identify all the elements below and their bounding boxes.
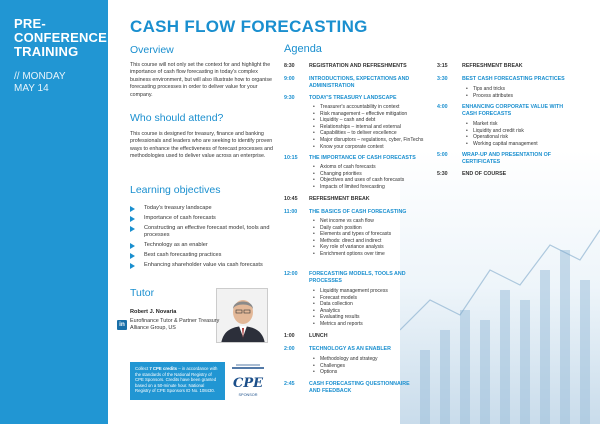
list-item: • Evaluating results	[312, 314, 427, 321]
cpe-credits-count: 7 CPE credits	[149, 366, 178, 371]
title-line: PRE-	[14, 16, 46, 31]
list-item: • Methods: direct and indirect	[312, 238, 427, 245]
list-item: Technology as an enabler	[130, 242, 270, 249]
arrow-bullet-icon	[130, 253, 135, 259]
agenda-heading: Agenda	[284, 43, 322, 55]
list-item: Constructing an effective forecast model, tools and processes	[130, 225, 270, 240]
list-item: • Relationships – internal and external	[312, 124, 427, 131]
list-item: • Net income vs cash flow	[312, 218, 427, 225]
arrow-bullet-icon	[130, 216, 135, 222]
date-day: MAY 14	[14, 83, 49, 94]
agenda-subitems	[312, 104, 427, 150]
list-item: • Key role of variance analysis	[312, 244, 427, 251]
list-item: • Analytics	[312, 308, 427, 315]
list-item: • Risk management – effective mitigation	[312, 111, 427, 118]
left-panel	[0, 0, 108, 424]
list-item: • Changing priorities	[312, 171, 427, 178]
list-item: • Data collection	[312, 301, 427, 308]
list-item: • Working capital management	[465, 141, 580, 148]
arrow-bullet-icon	[130, 243, 135, 249]
title-line: CONFERENCE	[14, 30, 108, 45]
agenda-session-title: FORECASTING MODELS, TOOLS AND PROCESSES	[309, 271, 406, 284]
agenda-session-title: INTRODUCTIONS, EXPECTATIONS AND ADMINISTRATION	[309, 76, 410, 89]
list-item: • Options	[312, 369, 427, 376]
agenda-time: 2:00	[284, 346, 295, 352]
agenda-session-title: THE BASICS OF CASH FORECASTING	[309, 209, 407, 215]
decorative-chart-background	[400, 150, 600, 424]
agenda-session-title: ENHANCING CORPORATE VALUE WITH CASH FORECASTS	[462, 104, 564, 117]
who-attend-text: This course is designed for treasury, finance and banking professionals and leaders who are seeking to identify proven ways to enhance the effectiveness of forecast processes and methodologies used to deliver value across an enterprise.	[130, 131, 274, 160]
list-item: • Forecast models	[312, 295, 427, 302]
agenda-time: 2:45	[284, 381, 295, 387]
agenda-subitems	[312, 164, 427, 190]
learning-objectives-heading: Learning objectives	[130, 184, 221, 196]
list-item: • Operational risk	[465, 134, 580, 141]
tutor-heading: Tutor	[130, 287, 155, 299]
agenda-subitems	[312, 356, 427, 376]
agenda-time: 9:00	[284, 76, 295, 82]
event-date	[14, 71, 65, 95]
agenda-time: 5:00	[437, 152, 448, 158]
linkedin-icon[interactable]: in	[117, 320, 127, 330]
arrow-bullet-icon	[130, 206, 135, 212]
agenda-session-title: REFRESHMENT BREAK	[309, 196, 370, 202]
learning-objectives-list	[130, 205, 270, 272]
agenda-session-title: END OF COURSE	[462, 171, 507, 177]
svg-text:SPONSOR: SPONSOR	[238, 393, 258, 397]
who-attend-heading: Who should attend?	[130, 112, 224, 124]
list-item: • Elements and types of forecasts	[312, 231, 427, 238]
list-item: • Enrichment options over time	[312, 251, 427, 258]
agenda-session-title: TECHNOLOGY AS AN ENABLER	[309, 346, 391, 352]
list-item: • Daily cash position	[312, 225, 427, 232]
agenda-time: 5:30	[437, 171, 448, 177]
page-title: CASH FLOW FORECASTING	[130, 17, 368, 36]
agenda-time: 10:45	[284, 196, 298, 202]
agenda-session-title: THE IMPORTANCE OF CASH FORECASTS	[309, 155, 416, 161]
agenda-session-title: CASH FORECASTING QUESTIONNAIRE AND FEEDBACK	[309, 381, 410, 394]
agenda-subitems	[312, 288, 427, 328]
list-item: Today's treasury landscape	[130, 205, 270, 212]
list-item: • Liquidity and credit risk	[465, 128, 580, 135]
tutor-role: Euroﬁnance Tutor & Partner Treasury Alliance Group, US	[130, 318, 220, 332]
agenda-time: 3:30	[437, 76, 448, 82]
list-item: • Liquidity management process	[312, 288, 427, 295]
list-item: • Objectives and uses of cash forecasts	[312, 177, 427, 184]
list-item: • Market risk	[465, 121, 580, 128]
list-item: • Axioms of cash forecasts	[312, 164, 427, 171]
list-item: • Impacts of limited forecasting	[312, 184, 427, 191]
list-item: • Challenges	[312, 363, 427, 370]
agenda-session-title: BEST CASH FORECASTING PRACTICES	[462, 76, 565, 82]
list-item: Enhancing shareholder value via cash forecasts	[130, 262, 270, 269]
arrow-bullet-icon	[130, 226, 135, 232]
agenda-session-title: LUNCH	[309, 333, 328, 339]
agenda-time: 9:30	[284, 95, 295, 101]
agenda-time: 4:00	[437, 104, 448, 110]
agenda-session-title: REFRESHMENT BREAK	[462, 63, 523, 69]
agenda-session-title: REGISTRATION AND REFRESHMENTS	[309, 63, 407, 69]
list-item: • Major disruptors – regulations, cyber, FinTechs	[312, 137, 427, 144]
list-item: Best cash forecasting practices	[130, 252, 270, 259]
agenda-time: 1:00	[284, 333, 295, 339]
agenda-subitems	[465, 86, 580, 99]
agenda-subitems	[312, 218, 427, 258]
list-item: • Process attributes	[465, 93, 580, 100]
list-item: • Methodology and strategy	[312, 356, 427, 363]
arrow-bullet-icon	[130, 263, 135, 269]
agenda-time: 11:00	[284, 209, 298, 215]
list-item: • Liquidity – cash and debt	[312, 117, 427, 124]
tutor-name: Robert J. Novaria	[130, 309, 177, 315]
list-item: Importance of cash forecasts	[130, 215, 270, 222]
date-weekday: // MONDAY	[14, 71, 66, 82]
cpe-sponsor-logo	[228, 362, 268, 400]
cpe-credits-box: Collect 7 CPE credits – in accordance with the standards of the National Registry of CPE Sponsors. Credits have been granted based on a 50-minute hour. National Registry of CPE Sponsors ID No. 108430.	[130, 362, 225, 400]
agenda-session-title: WRAP-UP AND PRESENTATION OF CERTIFICATES	[462, 152, 551, 165]
title-line: TRAINING	[14, 44, 79, 59]
overview-text: This course will not only set the context for and highlight the importance of cash flow forecasting in today's complex business environment, but will also illustrate how to organise forecasting processes in order to deliver value for your company.	[130, 62, 272, 98]
agenda-time: 3:15	[437, 63, 448, 69]
list-item: • Metrics and reports	[312, 321, 427, 328]
agenda-time: 8:30	[284, 63, 295, 69]
agenda-session-title: TODAY'S TREASURY LANDSCAPE	[309, 95, 397, 101]
agenda-time: 12:00	[284, 271, 298, 277]
tutor-photo	[216, 288, 268, 343]
list-item: • Treasurer's accountability in context	[312, 104, 427, 111]
overview-heading: Overview	[130, 44, 174, 56]
list-item: • Capabilities – to deliver excellence	[312, 130, 427, 137]
agenda-time: 10:15	[284, 155, 298, 161]
svg-text:CPE: CPE	[232, 376, 264, 391]
event-type-title	[14, 17, 107, 59]
agenda-subitems	[465, 121, 580, 147]
list-item: • Tips and tricks	[465, 86, 580, 93]
list-item: • Know your corporate context	[312, 144, 427, 151]
